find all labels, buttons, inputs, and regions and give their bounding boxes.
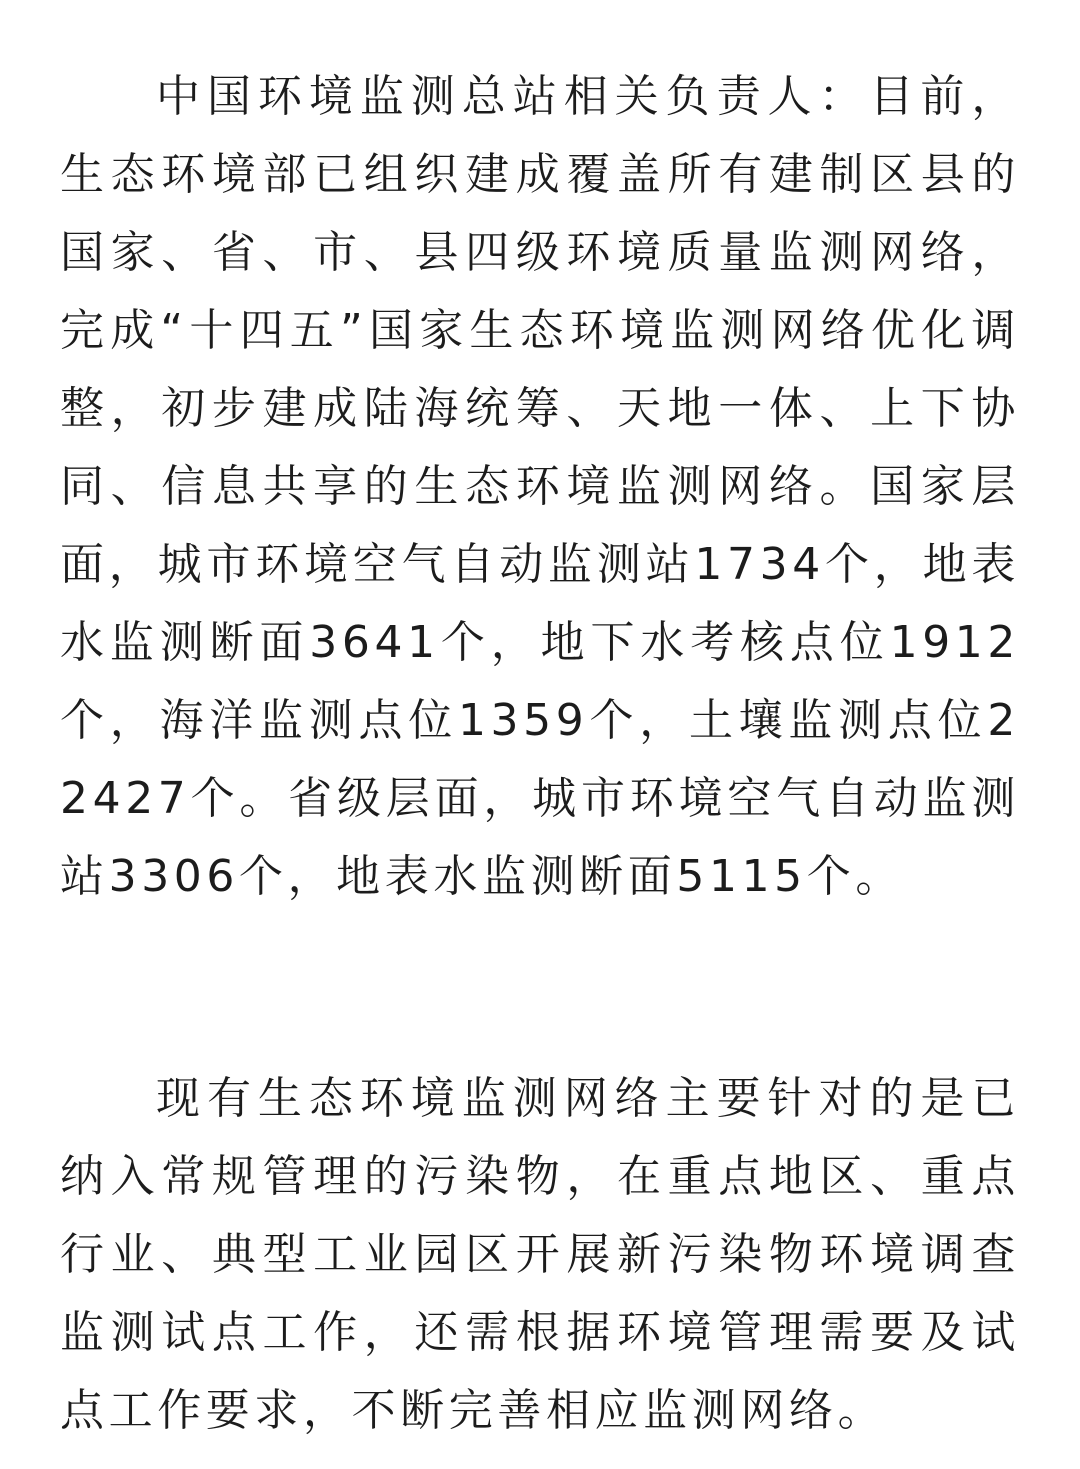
article-paragraph-monitoring-network-status: 中国环境监测总站相关负责人：目前，生态环境部已组织建成覆盖所有建制区县的国家、省、市、县四级环境质量监测网络，完成“十四五”国家生态环境监测网络优化调整，初步建成陆海统筹、天地一体、上下协同、信息共享的生态环境监测网络。国家层面，城市环境空气自动监测站1734个，地表水监测断面3641个，地下水考核点位1912个，海洋监测点位1359个，土壤监测点位22427个。省级层面，城市环境空气自动监测站3306个，地表水监测断面5115个。: [60, 71, 1020, 902]
article-paragraph-new-pollutants-monitoring: 现有生态环境监测网络主要针对的是已纳入常规管理的污染物，在重点地区、重点行业、典型工业园区开展新污染物环境调查监测试点工作，还需根据环境管理需要及试点工作要求，不断完善相应监测网络。: [60, 1073, 1020, 1436]
